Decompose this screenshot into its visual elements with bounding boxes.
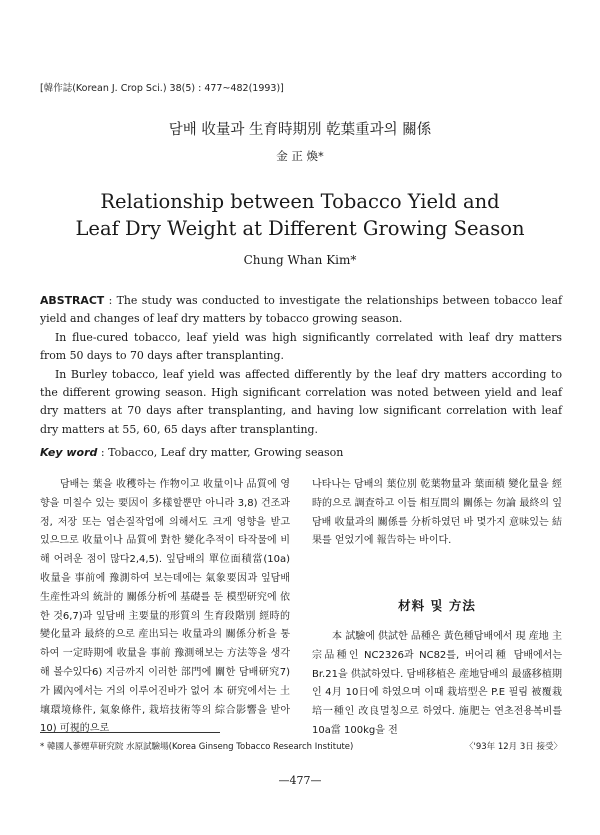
abstract-paragraph-2: In flue-cured tobacco, leaf yield was high significantly correlated with leaf dry matters from 50 days to 70 days after transplanting. [40, 330, 562, 363]
section-heading-materials-methods: 材料 및 方法 [398, 598, 476, 613]
affiliation-footnote: * 韓國人蔘煙草研究院 水原試驗場(Korea Ginseng Tobacco Research Institute) [40, 742, 354, 752]
keywords-text: Tobacco, Leaf dry matter, Growing season [108, 446, 344, 459]
body-column-right-methods [312, 628, 562, 741]
methods-paragraph-1: 本 試驗에 供試한 品種은 黃色種담배에서 現 産地 主宗品種인 NC2326과 NC82를, 버어리種 담배에서는 Br.21을 供試하였다. 담배移植은 産地담배의 最盛移植期인 4月 10日에 하였으며 이때 栽培型은 P.E 필림 被覆栽培一種인 改良멀칭으로 하였다. 施肥는 연초전용복비를 10a當 100kg을 전 [312, 631, 562, 736]
english-title-line-2: Leaf Dry Weight at Different Growing Season [75, 217, 525, 240]
abstract-paragraph-3: In Burley tobacco, leaf yield was affected differently by the leaf dry matters according to the different growing season. High significant correlation was noted between yield and leaf dry matters at 70 days after transplanting, and having low significant correlation with leaf dry matters at 55, 60, 65 days after transplanting. [40, 367, 562, 436]
abstract-separator: : [104, 294, 117, 307]
body-column-left [40, 476, 290, 739]
body-column-right [312, 476, 562, 551]
korean-author: 金 正 煥* [276, 149, 324, 163]
keywords-label: Key word [40, 446, 98, 459]
abstract-paragraph-1 [40, 292, 562, 329]
introduction-paragraph-1: 담배는 葉을 收穫하는 作物이고 收量이나 品質에 영향을 미칠수 있는 要因이 多樣할뿐만 아니라 3,8) 건조과정, 저장 또는 엽손질작업에 의해서도 크게 영향을 받고 있으므로 收量이나 品質에 對한 變化추적이 타작물에 비해 어려운 점이 많다2,4,5). 잎담배의 單位面積當(10a) 收量을 事前에 豫測하여 보는데에는 氣象要因과 잎담배 生産性과의 統計的 關係分析에 基礎를 둔 模型研究에 依한 것6,7)과 잎담배 主要量的形質의 生育段階別 經時的 變化量과 最終的으로 産出되는 收量과의 關係分析을 통하여 一定時期에 收量을 事前 豫測해보는 方法等을 생각해 볼수있다6) 지금까지 이러한 部門에 關한 담배研究7)가 國內에서는 거의 이루어진바가 없어 本 研究에서는 土壤環境條件, 氣象條件, 栽培技術等의 綜合影響을 받아10) 可視的으로 [40, 479, 290, 735]
english-title-line-1: Relationship between Tobacco Yield and [100, 190, 500, 213]
english-title [0, 188, 600, 242]
english-author: Chung Whan Kim* [243, 253, 357, 267]
footnote-divider [40, 732, 220, 733]
page-number: —477— [278, 774, 322, 787]
journal-citation: [韓作誌(Korean J. Crop Sci.) 38(5) : 477~482(1993)] [40, 83, 284, 94]
korean-title: 담배 收量과 生育時期別 乾葉重과의 關係 [168, 122, 432, 138]
abstract-text-1: The study was conducted to investigate the relationships between tobacco leaf yield and changes of leaf dry matters by tobacco growing season. [40, 294, 563, 326]
abstract-label: ABSTRACT [40, 294, 105, 307]
keywords [40, 446, 343, 459]
received-date: 〈'93年 12月 3日 接受〉 [465, 742, 562, 752]
abstract [40, 292, 562, 439]
introduction-paragraph-2: 나타나는 담배의 葉位別 乾葉物量과 葉面積 變化量을 經時的으로 調査하고 이들 相互間의 關係는 勿論 最終의 잎담배 收量과의 關係를 分析하였던 바 몇가지 意味있는 結果를 얻었기에 報告하는 바이다. [312, 479, 562, 547]
keywords-separator: : [97, 446, 109, 459]
